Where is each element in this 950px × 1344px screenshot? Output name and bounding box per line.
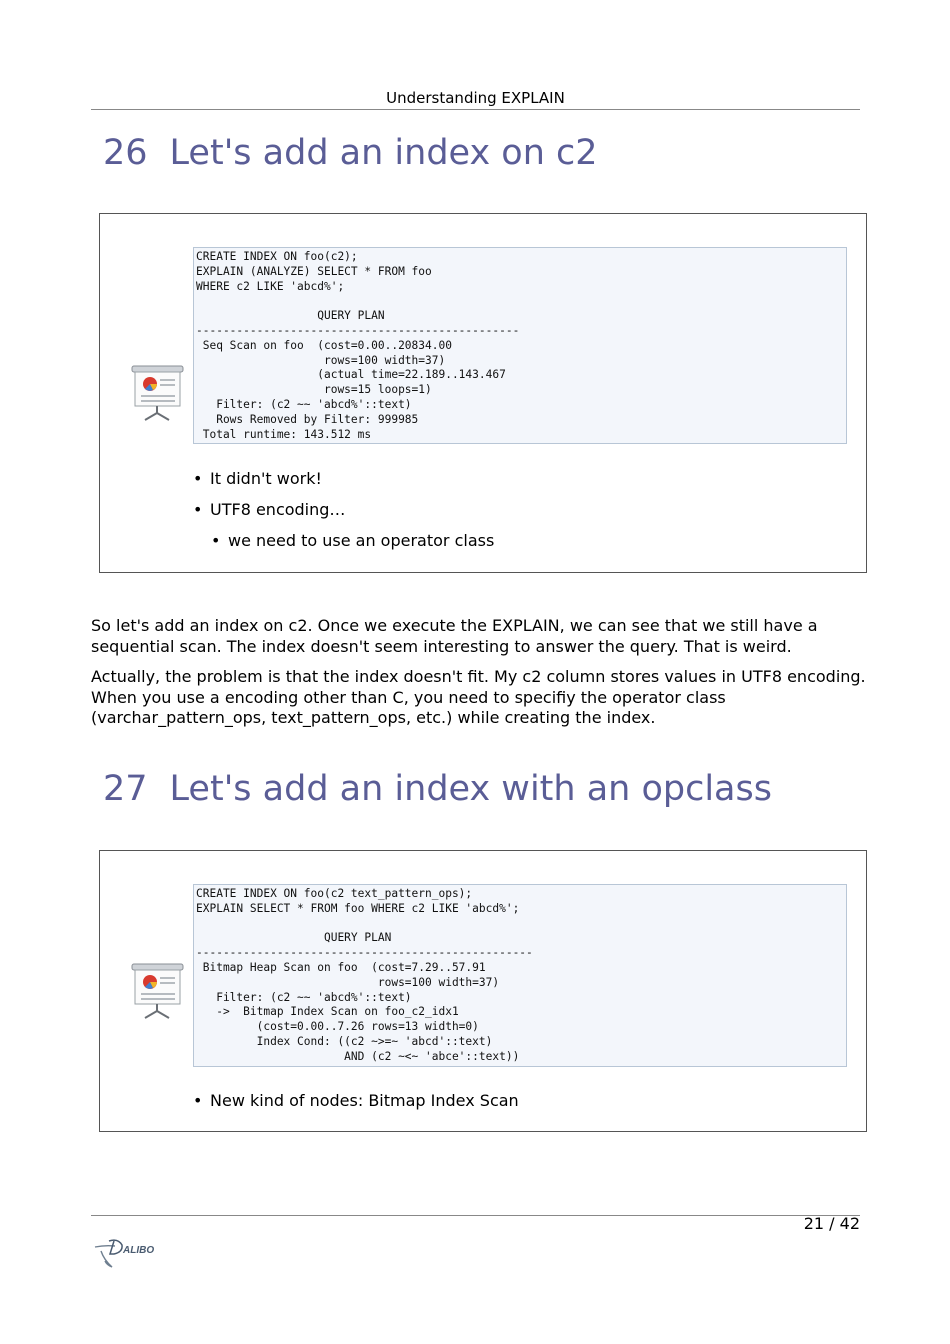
paragraph-1: So let's add an index on c2. Once we execute the EXPLAIN, we can see that we still have a sequential scan. The index doesn't seem interesting to answer the query. That is weird. xyxy=(91,616,818,656)
page-number: 21 / 42 xyxy=(803,1214,860,1233)
dalibo-logo xyxy=(92,1234,164,1270)
section-26-title xyxy=(103,131,598,175)
bullet-item: • New kind of nodes: Bitmap Index Scan xyxy=(193,1091,519,1111)
code-block-26: CREATE INDEX ON foo(c2); EXPLAIN (ANALYZE) SELECT * FROM foo WHERE c2 LIKE 'abcd%'; QUERY PLAN ------------------------------------------------ Seq Scan on foo (cost=0.00..20834.00 rows=100 width=37) (actual time=22.189..143.467 rows=15 loops=1) Filter: (c2 ~~ 'abcd%'::text) Rows Removed by Filter: 999985 Total runtime: 143.512 ms xyxy=(193,247,847,444)
bullet-item: • It didn't work! xyxy=(193,469,494,489)
bullet-list-26 xyxy=(193,469,494,551)
section-title-text: Let's add an index with an opclass xyxy=(169,769,772,809)
projector-screen-icon xyxy=(131,364,184,422)
svg-text:ALIBO: ALIBO xyxy=(123,1245,155,1256)
section-27-title xyxy=(103,767,772,811)
slide-26 xyxy=(99,213,867,573)
section-number: 26 xyxy=(103,133,148,173)
bullet-list-27 xyxy=(193,1091,519,1111)
code-block-27: CREATE INDEX ON foo(c2 text_pattern_ops); EXPLAIN SELECT * FROM foo WHERE c2 LIKE 'abcd%'; QUERY PLAN -------------------------------------------------- Bitmap Heap Scan on foo (cost=7.29..57.91 rows=100 width=37) Filter: (c2 ~~ 'abcd%'::text) -> Bitmap Index Scan on foo_c2_idx1 (cost=0.00..7.26 rows=13 width=0) Index Cond: ((c2 ~>=~ 'abcd'::text) AND (c2 ~<~ 'abce'::text)) xyxy=(193,884,847,1067)
sub-bullet-item: • we need to use an operator class xyxy=(211,531,494,551)
header-title: Understanding EXPLAIN xyxy=(386,89,565,107)
footer-divider xyxy=(91,1215,860,1216)
running-header xyxy=(91,88,860,110)
section-title-text: Let's add an index on c2 xyxy=(169,133,598,173)
bullet-item: • UTF8 encoding… xyxy=(193,500,494,520)
slide-27 xyxy=(99,850,867,1132)
projector-screen-icon xyxy=(131,962,184,1020)
paragraph-2: Actually, the problem is that the index doesn't fit. My c2 column stores values in UTF8 encoding. When you use a encoding other than C, you need to specifiy the operator class (varchar_pattern_ops, text_pattern_ops, etc.) while creating the index. xyxy=(91,667,866,727)
section-number: 27 xyxy=(103,769,148,809)
